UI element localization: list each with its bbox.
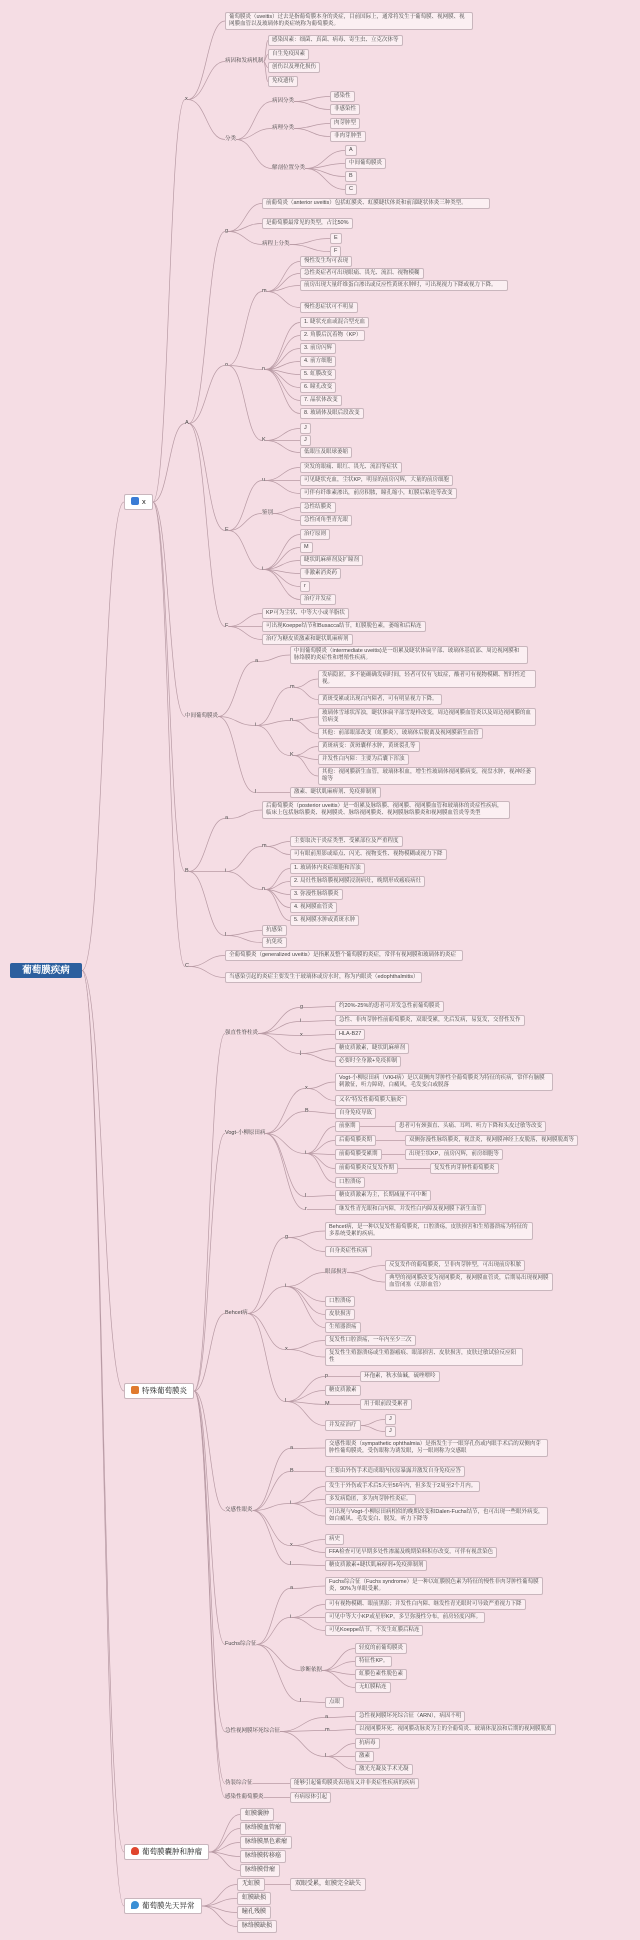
vkh-r2[interactable]: 后葡萄膜炎期 [335, 1135, 376, 1146]
u-1: 突发的眼痛、眼红、畏光、流泪等症状 [300, 462, 402, 473]
i-5: r [300, 581, 310, 592]
arn-a[interactable]: a [325, 1714, 329, 1720]
vkh-node[interactable]: Vogt-小柳原田病 [225, 1130, 266, 1136]
n-8: 8. 玻璃体及眼后段改变 [300, 408, 364, 419]
K-2: J [300, 435, 311, 446]
masquerade-t: 能够引起葡萄膜炎表现而又并非炎症性疾病的疾病 [290, 1778, 419, 1789]
beh-bing-1: J [385, 1414, 396, 1425]
c3-4: C [345, 184, 357, 195]
m-2: 急性炎症者可出现眼痛、畏光、流泪、视物模糊 [300, 268, 424, 279]
as-j-2: 必要时全身激+免疫抑制 [335, 1056, 401, 1067]
vkh-r2t: 双侧弥漫性脉络膜炎，视盘炎，视网膜神经上皮脱落，视网膜脱离等 [405, 1135, 578, 1146]
C-1: 全葡萄膜炎（generalized uveitis）是指累及整个葡萄膜的炎症，常伴有视网膜和玻璃体的炎症 [225, 950, 463, 961]
vkh-r4[interactable]: 前葡萄膜炎反复发作期 [335, 1163, 398, 1174]
so-x-1: 病史 [325, 1534, 344, 1545]
vkh-B[interactable]: B [305, 1108, 309, 1114]
fuchs-i-2: 可见中等大小KP或星形KP，多呈弥漫性分布，前房轻度闪辉。 [325, 1612, 485, 1623]
class-pathology[interactable]: 病理分类 [272, 125, 295, 131]
cong-4: 脉络膜缺损 [237, 1920, 277, 1933]
node-B[interactable]: B [185, 868, 189, 874]
node-classification[interactable]: 分类 [225, 136, 237, 142]
mid-K-3: 其他：视网膜新生血管，玻璃体积血，增生性玻璃体视网膜病变，视盘水肿，视神经萎缩等 [318, 767, 536, 785]
B-m-1: 主要取决于炎症类型、受累部位及严重程度 [290, 836, 403, 847]
node-diff[interactable]: 鉴别 [262, 510, 274, 516]
beh-M-t: 用于眼前段受累者 [360, 1399, 412, 1410]
vkh-r-t: 继发性青光眼和白内障，并发性白内障及视网膜下新生血管 [335, 1204, 486, 1215]
as-x[interactable]: x [300, 1032, 303, 1038]
star-icon [131, 1386, 139, 1394]
beh-x-2: 复发性生殖器溃疡或生殖器瘢痕、眼部损害、皮肤损害，皮肤过敏试验反应阳性 [325, 1348, 523, 1366]
so-l-t: 糖皮质激素+睫状肌麻痹剂+免疫抑制剂 [325, 1560, 427, 1571]
fuchs-l[interactable]: l [300, 1698, 302, 1704]
beh-p-t: 环孢素，秋水仙碱，硫唑嘌呤 [360, 1371, 440, 1382]
B-def: 后葡萄膜炎（posterior uveitis）是一组累及脉络膜、视网膜、视网膜血管和玻璃体的炎症性疾病，临床上包括脉络膜炎、视网膜炎、脉络视网膜炎、视网膜脉络膜炎和视网膜血管炎等类型 [262, 801, 510, 819]
m-1: 慢性发生均可表现 [300, 256, 352, 267]
vkh-x[interactable]: x [305, 1085, 308, 1091]
node-o[interactable]: o [225, 362, 229, 368]
B-m[interactable]: m [262, 843, 267, 849]
behcet-node[interactable]: Behcet病 [225, 1310, 248, 1316]
g-course[interactable]: 病程上分类 [262, 241, 290, 247]
u-3: 可伴有纤维素渗出，前房积脓，瞳孔缩小，虹膜后粘连等改变 [300, 488, 457, 499]
so-i-3: 可出现与Vogt-小柳原田病相似的晚期改变和Dalen-Fuchs结节，也可出现一些眼外病变，如白癜风、毛发变白、脱发，听力下降等 [325, 1507, 548, 1525]
water-drop-icon [131, 1901, 139, 1909]
so-i[interactable]: i [290, 1500, 292, 1506]
section-uveitis-overview[interactable]: x [124, 494, 153, 510]
so-i-2: 多发病隐匿，多为肉芽肿性炎症。 [325, 1494, 416, 1505]
vkh-B-t: 自身免疫导致 [335, 1108, 376, 1119]
mid-n[interactable]: n [290, 717, 294, 723]
arn-m-t: 以视网膜坏死、视网膜动脉炎为主的全葡萄炎、玻璃体混浊和后期的视网膜脱离 [355, 1724, 556, 1735]
so-a-t: 交感性眼炎（sympathetic ophthalmia）是指发生于一眼穿孔伤或内眼手术后的双侧肉芽肿性葡萄膜炎，受伤眼称为诱发眼，另一眼则称为交感眼 [325, 1439, 548, 1457]
u-2: 可见睫状充血，尘状KP，明显的前房闪辉，大量的前房细胞 [300, 475, 453, 486]
mid-l-text: 激素、睫状肌麻痹剂、免疫抑制剂 [290, 787, 381, 798]
so-i-1: 发生于外伤或手术后5天至56年内，但多发于2周至2个月内。 [325, 1481, 480, 1492]
fuchs-d-4: 无虹膜粘连 [355, 1682, 391, 1693]
fire-icon [131, 1847, 139, 1855]
tumor-1: 虹膜囊肿 [240, 1808, 274, 1821]
so-a[interactable]: a [290, 1445, 294, 1451]
beh-p[interactable]: p [325, 1373, 329, 1379]
mid-m-2: 黄斑受累或出现白内障者，可有明显视力下降。 [318, 694, 442, 705]
B-n-1: 1. 玻璃体内炎症细胞和浑浊 [290, 863, 365, 874]
B-m-2: 可有眼前黑影或暗点、闪光、视物变性、视物模糊或视力下降 [290, 849, 447, 860]
mid-n-1: 玻璃体雪球状浑浊，睫状体扁平部雪堤样改变，周边视网膜血管炎以及周边视网膜的血管病变 [318, 708, 536, 726]
beh-eye[interactable]: 眼部损害 [325, 1269, 348, 1275]
i-3: 睫状肌麻痹剂及扩瞳剂 [300, 555, 363, 566]
section-cysts-tumors[interactable]: 葡萄膜囊肿和肿瘤 [124, 1844, 209, 1860]
mid-m[interactable]: m [290, 684, 295, 690]
etio-4: 免疫遗传 [268, 76, 298, 87]
node-C[interactable]: C [185, 963, 189, 969]
node-F[interactable]: F [225, 623, 229, 629]
n-5: 5. 虹膜改变 [300, 369, 336, 380]
beh-x-1: 复发性口腔溃疡，一年内至少三次 [325, 1335, 416, 1346]
g-c2: F [330, 246, 341, 257]
so-x[interactable]: x [290, 1542, 293, 1548]
B-n[interactable]: n [262, 886, 266, 892]
B-a[interactable]: a [225, 815, 229, 821]
tumor-4: 脉络膜转移癌 [240, 1850, 286, 1863]
beh-g-2: 自身炎症性疾病 [325, 1246, 372, 1257]
mid-l[interactable]: l [255, 789, 257, 795]
cong-3: 瞳孔残膜 [237, 1906, 271, 1919]
vkh-x-1: Vogt-小柳原田病（VKH病）是以双侧肉芽肿性全葡萄膜炎为特征的疾病，常伴有脑膜刺激征，听力障碍，白癜风，毛发变白或脱落 [335, 1073, 553, 1091]
cong-1-t: 双眼受累，虹膜完全缺失 [290, 1878, 366, 1891]
n-2: 2. 角膜后沉着物（KP） [300, 330, 365, 341]
section-special-uveitis[interactable]: 特殊葡萄膜炎 [124, 1383, 194, 1399]
beh-bing-2: J [385, 1426, 396, 1437]
vkh-r1[interactable]: 前驱期 [335, 1121, 360, 1132]
n-4: 4. 前方细胞 [300, 356, 336, 367]
diff-2: 急性闭角型青光眼 [300, 515, 352, 526]
beh-M[interactable]: M [325, 1401, 330, 1407]
etio-1: 感染因素：细菌、真菌、病毒、寄生虫、立克次体等 [268, 35, 403, 46]
beh-bing[interactable]: 并发症治疗 [325, 1420, 361, 1431]
node-x[interactable]: x [185, 96, 188, 102]
section-congenital[interactable]: 葡萄膜先天异常 [124, 1898, 202, 1914]
root-node[interactable]: 葡萄膜疾病 [10, 963, 82, 978]
fuchs-l-t: 点眼 [325, 1697, 344, 1708]
fuchs-i[interactable]: i [290, 1614, 292, 1620]
F-1: KP可为尘状、中等大小或羊脂状 [262, 608, 349, 619]
beh-x[interactable]: x [285, 1346, 288, 1352]
vkh-r[interactable]: r [305, 1206, 307, 1212]
as-i-t: 急性、非肉芽肿性前葡萄膜炎，双眼受累，先后发病，易复发，交替性发作 [335, 1015, 525, 1026]
vkh-r3[interactable]: 前葡萄膜受累期 [335, 1149, 382, 1160]
K-1: J [300, 423, 311, 434]
as-g[interactable]: g [300, 1004, 304, 1010]
mid-def: 中间葡萄膜炎（intermediate uveitis)是一组累及睫状体扁平部、玻璃体基底部、周边视网膜和脉络膜的炎症性和增殖性疾病。 [290, 646, 528, 664]
beh-i-1: 口腔溃疡 [325, 1296, 355, 1307]
etio-3: 创伤以及理化损伤 [268, 62, 320, 73]
flag-icon [131, 497, 139, 505]
node-u[interactable]: u [262, 477, 266, 483]
arn-l[interactable]: l [325, 1753, 327, 1759]
vkh-r5: 口腔溃疡 [335, 1177, 365, 1188]
beh-eye-1: 反复发作的葡萄膜炎，呈非肉芽肿型，可出现前房积脓 [385, 1260, 525, 1271]
i-4: 非激素消炎药 [300, 568, 341, 579]
K-3: 低眼压及眼球萎缩 [300, 447, 352, 458]
vkh-l-t: 糖皮质激素为主，长期减量不可中断 [335, 1190, 431, 1201]
B-l-2: 抗免疫 [262, 937, 287, 948]
node-E[interactable]: E [225, 527, 229, 533]
n-6: 6. 瞳孔改变 [300, 382, 336, 393]
as-x-t: HLA-B27 [335, 1029, 365, 1040]
arn-a-t: 急性视网膜坏死综合征（ARN），病因不明 [355, 1711, 465, 1722]
fuchs-d-3: 虹膜色素性脱色素 [355, 1669, 407, 1680]
mid-K[interactable]: K [290, 752, 294, 758]
cong-2: 虹膜缺损 [237, 1892, 271, 1905]
i-6: 治疗并发症 [300, 594, 336, 605]
beh-i-3: 生殖器溃疡 [325, 1322, 361, 1333]
vkh-l[interactable]: l [305, 1193, 307, 1199]
F-2: 可出现Koeppe结节和Busacca结节，虹膜脱色素，萎缩和后粘连 [262, 621, 426, 632]
fuchs-i-3: 可见Koeppe结节，不发生虹膜后粘连 [325, 1625, 423, 1636]
beh-l[interactable]: l [285, 1398, 287, 1404]
tumor-3: 脉络膜黑色素瘤 [240, 1836, 292, 1849]
c1-1: 感染性 [330, 91, 355, 102]
so-x-2: FFA检查可见早期多处性渗漏及晚期染料积存改变，可伴有视盘染色 [325, 1547, 497, 1558]
B-l-1: 抗感染 [262, 925, 287, 936]
g-common: 是葡萄膜最常见的类型，占比50% [262, 218, 353, 229]
B-n-2: 2. 局灶性脉络膜视网膜浸润病灶，晚期形成瘢痕病灶 [290, 876, 425, 887]
infectious-t: 有病原体引起 [290, 1792, 331, 1803]
node-K[interactable]: K [262, 437, 266, 443]
fuchs-d-2: 特征性KP。 [355, 1656, 392, 1667]
fuchs-node[interactable]: Fuchs综合征 [225, 1641, 257, 1647]
m-3: 前房出现大量纤维蛋白渗出或反应性黄斑水肿时，可出现视力下降或视力下降。 [300, 280, 508, 291]
beh-g[interactable]: g [285, 1234, 289, 1240]
node-definition: 葡萄膜炎（uveitis）过去是指葡萄膜本身的炎症，目前国际上，通常将发生于葡萄膜、视网膜、视网膜血管以及玻璃体的炎症统称为葡萄膜炎。 [225, 12, 473, 30]
m-4: 慢性患症状可不明显 [300, 302, 358, 313]
arn-l-2: 激素 [355, 1751, 374, 1762]
n-7: 7. 晶状体改变 [300, 395, 342, 406]
mid-a[interactable]: a [255, 658, 259, 664]
B-n-4: 4. 视网膜血管炎 [290, 902, 337, 913]
beh-tang: 糖皮质激素 [325, 1385, 361, 1396]
c1-2: 非感染性 [330, 104, 360, 115]
fuchs-a[interactable]: a [290, 1585, 294, 1591]
so-B[interactable]: B [290, 1468, 294, 1474]
mid-n-2: 其他：前部眼部改变（虹膜炎），玻璃体后脱离及视网膜新生血管 [318, 728, 483, 739]
c2-2: 非肉芽肿型 [330, 131, 366, 142]
C-2: 当感染引起的炎症主要发生于玻璃体或房水时，称为内眼炎（edophthalmitis） [225, 972, 422, 983]
fuchs-i-1: 可有视物模糊、眼前黑影；并发性白内障、继发性青光眼时可导致严重视力下降 [325, 1599, 526, 1610]
tumor-5: 脉络膜骨瘤 [240, 1864, 280, 1877]
B-i[interactable]: i [225, 868, 227, 874]
so-node[interactable]: 交感性眼炎 [225, 1507, 253, 1513]
vkh-r1t: 患者可有颈强直、头痛、耳鸣、听力下降和头皮过敏等改变 [395, 1121, 546, 1132]
fuchs-d[interactable]: 诊断依据 [300, 1667, 323, 1673]
mid-i[interactable]: i [255, 722, 257, 728]
infectious-node[interactable]: 感染性葡萄膜炎 [225, 1794, 264, 1800]
fuchs-a-t: Fuchs综合征（Fuchs syndrome）是一种以虹膜脱色素为特征的慢性非肉芽肿性葡萄膜炎，90%为单眼受累。 [325, 1577, 543, 1595]
class-anatomy[interactable]: 解剖位置分类 [272, 165, 306, 171]
node-n[interactable]: n [262, 366, 266, 372]
i-2: M [300, 542, 313, 553]
arn-l-1: 抗病毒 [355, 1738, 380, 1749]
mid-m-1: 发病隐匿，多不能确确发病时间，轻者可仅有飞蚊症，酸者可有视物模糊、暂时性近视。 [318, 670, 536, 688]
B-n-5: 5. 视网膜水肿或黄斑水肿 [290, 915, 359, 926]
class-etiology[interactable]: 病因分类 [272, 98, 295, 104]
c3-3: B [345, 171, 357, 182]
as-i[interactable]: i [300, 1018, 302, 1024]
n-3: 3. 前房闪辉 [300, 343, 336, 354]
c2-1: 肉芽肿型 [330, 118, 360, 129]
node-m[interactable]: m [262, 288, 267, 294]
c3-1: A [345, 145, 357, 156]
node-g[interactable]: g [225, 228, 229, 234]
arn-node[interactable]: 急性视网膜坏死综合征 [225, 1728, 281, 1734]
vkh-r3t: 出现尘状KP，前房闪辉，前房细胞等 [405, 1149, 503, 1160]
vkh-i[interactable]: i [305, 1150, 307, 1156]
etio-2: 自生免疫因素 [268, 49, 309, 60]
node-i[interactable]: i [262, 566, 264, 572]
so-B-t: 主要由外伤手术造成眼内抗原暴露并激发自身免疫应答 [325, 1466, 465, 1477]
beh-eye-2: 典型的视网膜改变为视网膜炎，视网膜血管炎，后期易出现视网膜血管闭塞（幻影血管） [385, 1273, 553, 1291]
B-n-3: 3. 弥漫性脉络膜炎 [290, 889, 343, 900]
as-j-1: 糖皮质激素，睫状肌麻痹剂 [335, 1043, 409, 1054]
so-l[interactable]: l [290, 1561, 292, 1567]
i-1: 治疗原则 [300, 529, 330, 540]
n-1: 1. 睫状充血或混合型充血 [300, 317, 369, 328]
mid-K-2: 并发性白内障：主要为后囊下浑浊 [318, 754, 409, 765]
as-j[interactable]: j [300, 1050, 302, 1056]
mid-K-1: 黄斑病变：黄斑囊样水肿，黄斑裂孔等 [318, 741, 420, 752]
diff-1: 急性结膜炎 [300, 502, 336, 513]
beh-i-2: 皮肤损害 [325, 1309, 355, 1320]
fuchs-d-1: 轻度的前葡萄膜炎 [355, 1643, 407, 1654]
B-l[interactable]: l [225, 932, 227, 938]
as-g-t: 约20%-25%的患者可并发急性前葡萄膜炎 [335, 1001, 444, 1012]
vkh-x-2: 又名"特发性葡萄膜大脑炎" [335, 1095, 407, 1106]
node-A[interactable]: A [185, 420, 189, 426]
arn-m[interactable]: m [325, 1727, 330, 1733]
F-3: 治疗为糖皮质激素和睫状肌麻痹剂 [262, 634, 353, 645]
tumor-2: 脉络膜血管瘤 [240, 1822, 286, 1835]
g-def: 前葡萄炎（anterior uveitis）包括虹膜炎、虹膜睫状体炎和前部睫状体炎三种类型。 [262, 198, 490, 209]
beh-i[interactable]: i [285, 1283, 287, 1289]
masquerade-node[interactable]: 伪装综合征 [225, 1780, 253, 1786]
vkh-r4t: 复发性肉芽肿性葡萄膜炎 [430, 1163, 499, 1174]
as-node[interactable]: 强直性脊柱炎 [225, 1030, 259, 1036]
cong-1: 无虹膜 [237, 1878, 265, 1891]
g-c1: E [330, 233, 342, 244]
arn-l-3: 激光光凝及手术光凝 [355, 1764, 413, 1775]
beh-g-1: Behcet病，是一种以复发性葡萄膜炎，口腔溃疡，皮肤损害和生殖器溃疡为特征的多系统受累的疾病。 [325, 1222, 533, 1240]
node-etiology[interactable]: 病因和发病机制 [225, 58, 264, 64]
c3-2: 中间葡萄膜炎 [345, 158, 386, 169]
node-intermediate[interactable]: 中间葡萄膜炎 [185, 713, 219, 719]
